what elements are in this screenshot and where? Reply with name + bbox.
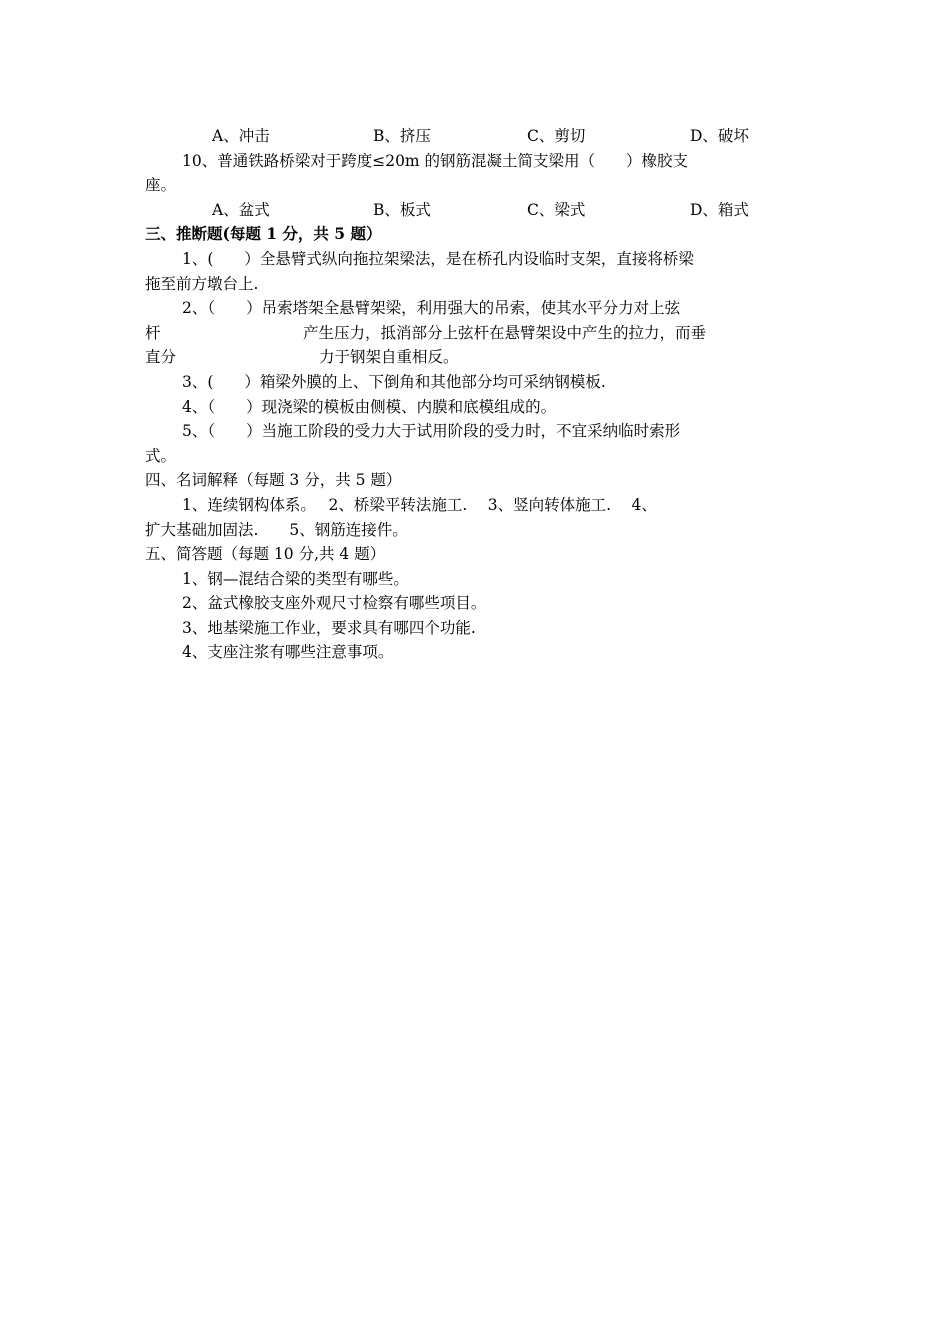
q10-text-line1: 10、普通铁路桥梁对于跨度≤20m 的钢筋混凝土简支梁用（ ）橡胶支	[182, 151, 689, 170]
q9-choice-c: C、剪切	[527, 127, 586, 145]
q10-choice-c: C、梁式	[527, 200, 586, 219]
s5-item: 4、支座注浆有哪些注意事项。	[182, 643, 394, 662]
s5-item: 3、地基梁施工作业，要求具有哪四个功能.	[182, 618, 476, 637]
s3-q3: 3、( ）箱梁外膜的上、下倒角和其他部分均可采纳钢模板.	[182, 372, 606, 391]
q9-choice-b: B、挤压	[373, 127, 431, 145]
q10-choice-d: D、箱式	[690, 200, 749, 219]
s3-q5-line1: 5、（ ）当施工阶段的受力大于试用阶段的受力时，不宜采纳临时索形	[182, 422, 681, 441]
q10-choice-b: B、板式	[373, 200, 431, 219]
section4-title: 四、名词解释（每题 3 分，共 5 题）	[145, 471, 402, 490]
s3-q2-line3-start: 直分	[145, 348, 177, 367]
q9-choice-a: A、冲击	[212, 127, 270, 145]
q9-choice-d: D、破坏	[690, 127, 749, 145]
s3-q1-line2: 拖至前方墩台上.	[145, 274, 259, 293]
s3-q2-line2-rest: 产生压力，抵消部分上弦杆在悬臂架设中产生的拉力，而垂	[303, 323, 707, 342]
section3-title: 三、推断题(每题 1 分，共 5 题）	[145, 224, 382, 244]
s3-q2-line1: 2、（ ）吊索塔架全悬臂架梁，利用强大的吊索，使其水平分力对上弦	[182, 299, 681, 318]
s3-q2-line2-start: 杆	[145, 323, 161, 342]
q9-choices	[145, 124, 807, 149]
s5-item: 1、钢—混结合梁的类型有哪些。	[182, 569, 409, 588]
s3-q4: 4、（ ）现浇梁的模板由侧模、内膜和底模组成的。	[182, 397, 557, 416]
s3-q2-line2	[145, 321, 807, 346]
q10-choice-a: A、盆式	[212, 200, 270, 219]
exam-content	[145, 124, 807, 665]
s3-q2-line3-rest: 力于钢架自重相反。	[319, 348, 459, 367]
s4-terms-line1: 1、连续钢构体系。 2、桥梁平转法施工. 3、竖向转体施工. 4、	[182, 495, 657, 514]
s4-terms-line2: 扩大基础加固法. 5、钢筋连接件。	[145, 520, 408, 539]
s3-q1-line1: 1、( ）全悬臂式纵向拖拉架梁法，是在桥孔内设临时支架，直接将桥梁	[182, 249, 694, 268]
s3-q2-line3	[145, 345, 807, 370]
q10-choices	[145, 198, 807, 223]
s3-q5-line2: 式。	[145, 446, 177, 465]
s5-item: 2、盆式橡胶支座外观尺寸检察有哪些项目。	[182, 594, 487, 613]
q10-text-line2: 座。	[145, 176, 177, 195]
section5-title: 五、简答题（每题 10 分,共 4 题）	[145, 545, 386, 564]
